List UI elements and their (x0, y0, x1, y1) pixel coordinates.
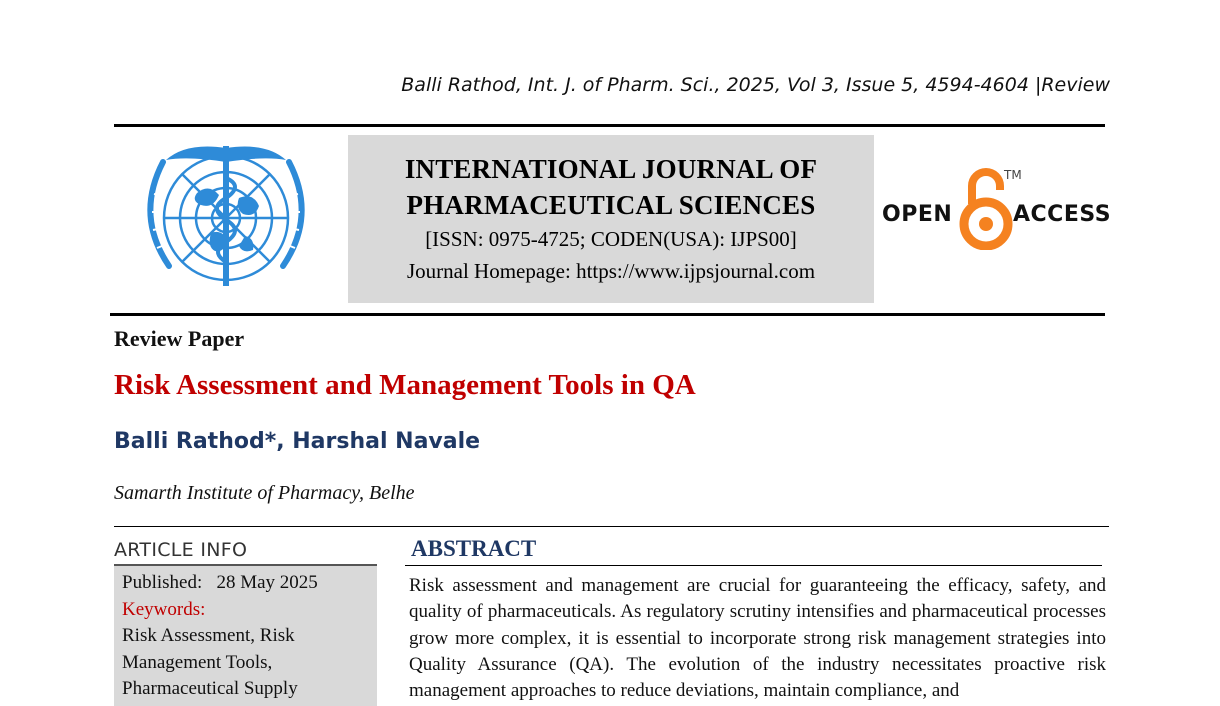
open-access-trademark: TM (1004, 168, 1022, 182)
paper-type: Review Paper (114, 326, 245, 351)
authors: Balli Rathod*, Harshal Navale (114, 429, 481, 454)
abstract-heading: ABSTRACT (411, 536, 537, 561)
published-label: Published: (122, 572, 203, 593)
affiliation: Samarth Institute of Pharmacy, Belhe (114, 482, 415, 504)
keywords-label: Keywords: (122, 598, 206, 620)
journal-title-line1: INTERNATIONAL JOURNAL OF (404, 154, 818, 184)
journal-emblem-icon (127, 138, 325, 306)
top-rule (114, 124, 1105, 127)
section-divider (114, 526, 1109, 527)
bottom-rule (110, 313, 1105, 316)
published-line (122, 570, 369, 597)
published-date: 28 May 2025 (216, 572, 318, 593)
journal-issn: [ISSN: 0975-4725; CODEN(USA): IJPS00] (425, 227, 797, 251)
open-access-word-access: ACCESS (1013, 202, 1112, 227)
open-access-word-open: OPEN (882, 202, 953, 227)
open-access-logo (880, 160, 1110, 260)
running-header-citation: Balli Rathod, Int. J. of Pharm. Sci., 2025, Vol 3, Issue 5, 4594-4604 |Review (401, 74, 1110, 96)
article-info-box (114, 566, 377, 706)
keywords-text: Risk Assessment, Risk Management Tools, Pharmaceutical Supply (122, 625, 298, 699)
journal-homepage: Journal Homepage: https://www.ijpsjournal.com (406, 259, 816, 283)
article-info-heading: ARTICLE INFO (114, 539, 248, 561)
journal-title-line2: PHARMACEUTICAL SCIENCES (406, 190, 816, 220)
abstract-text: Risk assessment and management are crucial for guaranteeing the efficacy, safety, and quality of pharmaceuticals. As regulatory scrutiny intensifies and pharmaceutical processes grow more complex, it is essential to incorporate strong risk management strategies into Quality Assurance (QA). The evolution of the industry necessitates proactive risk management approaches to reduce deviations, maintain compliance, and (409, 575, 1106, 702)
paper-title: Risk Assessment and Management Tools in QA (114, 369, 696, 401)
journal-banner (348, 135, 874, 303)
abstract-rule (405, 565, 1102, 566)
